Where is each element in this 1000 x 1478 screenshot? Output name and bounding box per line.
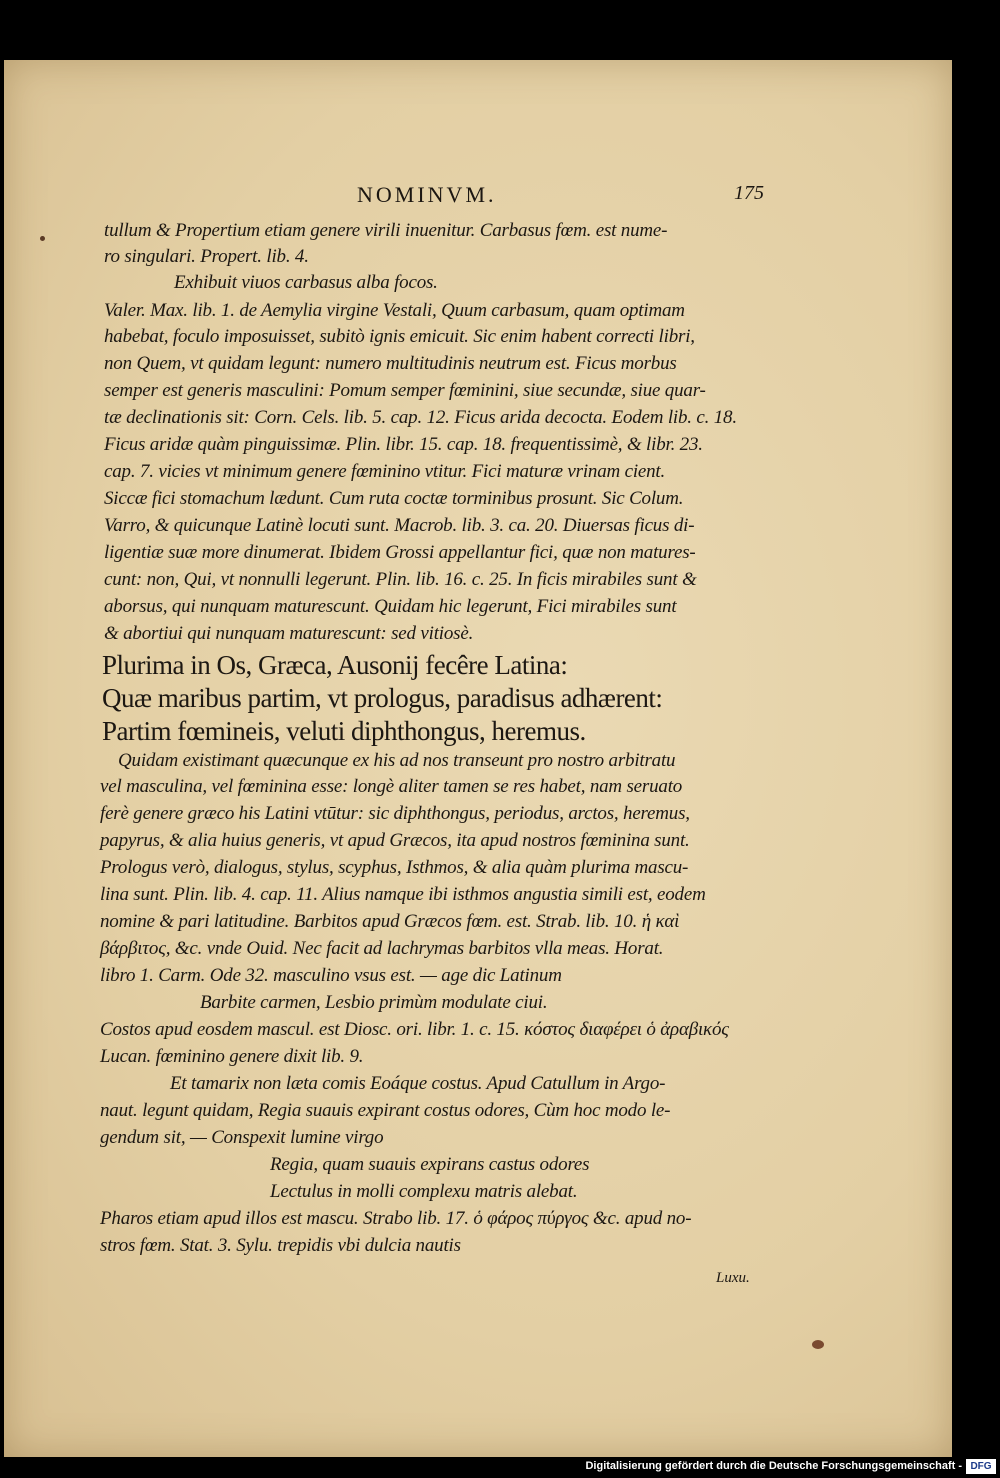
- footer-bar: [0, 1457, 1000, 1478]
- text-line: gendum sit, — Conspexit lumine virgo: [100, 1127, 384, 1148]
- text-line: naut. legunt quidam, Regia suauis expirant costus odores, Cùm hoc modo le-: [100, 1100, 671, 1121]
- text-line: habebat, foculo imposuisset, subitò ignis emicuit. Sic enim habent correcti libri,: [104, 326, 695, 347]
- text-line: semper est generis masculini: Pomum semper fœminini, siue secundæ, siue quar-: [104, 380, 706, 401]
- catchword: Luxu.: [716, 1270, 750, 1286]
- text-line: Costos apud eosdem mascul. est Diosc. ori. libr. 1. c. 15. κόστος διαφέρει ὁ ἀραβικός: [100, 1019, 729, 1040]
- ink-spot: [40, 236, 45, 241]
- text-line: tæ declinationis sit: Corn. Cels. lib. 5. cap. 12. Ficus arida decocta. Eodem lib. c. 18.: [104, 407, 737, 428]
- text-line: Quidam existimant quæcunque ex his ad nos transeunt pro nostro arbitratu: [118, 750, 676, 771]
- text-line: βάρβιτος, &c. vnde Ouid. Nec facit ad lachrymas barbitos vlla meas. Horat.: [100, 938, 664, 959]
- dfg-logo: DFG: [966, 1459, 996, 1474]
- text-line: Valer. Max. lib. 1. de Aemylia virgine Vestali, Quum carbasum, quam optimam: [104, 300, 685, 321]
- text-line: nomine & pari latitudine. Barbitos apud Græcos fœm. est. Strab. lib. 10. ἡ καὶ: [100, 911, 680, 932]
- text-line: cunt: non, Qui, vt nonnulli legerunt. Plin. lib. 16. c. 25. In ficis mirabiles sunt &: [104, 569, 697, 590]
- text-line: Varro, & quicunque Latinè locuti sunt. Macrob. lib. 3. ca. 20. Diuersas ficus di-: [104, 515, 695, 536]
- text-line: non Quem, vt quidam legunt: numero multitudinis neutrum est. Ficus morbus: [104, 353, 677, 374]
- text-line: ro singulari. Propert. lib. 4.: [104, 246, 309, 267]
- text-line: Ficus aridæ quàm pinguissimæ. Plin. libr. 15. cap. 18. frequentissimè, & libr. 23.: [104, 434, 703, 455]
- text-line: cap. 7. vicies vt minimum genere fœminino vtitur. Fici maturæ vrinam cient.: [104, 461, 666, 482]
- book-page: [4, 60, 952, 1457]
- text-line: Regia, quam suauis expirans castus odores: [270, 1154, 590, 1175]
- digitization-credit: Digitalisierung gefördert durch die Deutsche Forschungsgemeinschaft -: [585, 1460, 962, 1472]
- text-line: Prologus verò, dialogus, stylus, scyphus, Isthmos, & alia quàm plurima mascu-: [100, 857, 689, 878]
- text-line: Lectulus in molli complexu matris alebat.: [270, 1181, 578, 1202]
- text-line: tullum & Propertium etiam genere virili inuenitur. Carbasus fœm. est nume-: [104, 220, 668, 241]
- text-line: Exhibuit viuos carbasus alba focos.: [174, 272, 438, 293]
- text-line: ferè genere græco his Latini vtūtur: sic diphthongus, periodus, arctos, heremus,: [100, 803, 690, 824]
- text-line: stros fœm. Stat. 3. Sylu. trepidis vbi dulcia nautis: [100, 1235, 461, 1256]
- text-line: Siccæ fici stomachum lædunt. Cum ruta coctæ torminibus prosunt. Sic Colum.: [104, 488, 684, 509]
- text-line: Et tamarix non læta comis Eoáque costus. Apud Catullum in Argo-: [170, 1073, 666, 1094]
- stain-spot: [812, 1340, 824, 1349]
- text-line: papyrus, & alia huius generis, vt apud Græcos, ita apud nostros fœminina sunt.: [100, 830, 690, 851]
- page-number: 175: [734, 182, 764, 204]
- text-line: ligentiæ suæ more dinumerat. Ibidem Grossi appellantur fici, quæ non matures-: [104, 542, 696, 563]
- text-line: Barbite carmen, Lesbio primùm modulate ciui.: [200, 992, 548, 1013]
- text-line: vel masculina, vel fœminina esse: longè aliter tamen se res habet, nam seruato: [100, 776, 683, 797]
- text-line: libro 1. Carm. Ode 32. masculino vsus est. — age dic Latinum: [100, 965, 562, 986]
- verse-line: Quæ maribus partim, vt prologus, paradisus adhærent:: [102, 683, 663, 713]
- running-header: NOMINVM.: [357, 182, 497, 207]
- verse-line: Partim fœmineis, veluti diphthongus, heremus.: [102, 716, 586, 746]
- text-line: Lucan. fœminino genere dixit lib. 9.: [100, 1046, 364, 1067]
- text-line: lina sunt. Plin. lib. 4. cap. 11. Alius namque ibi isthmos angustia simili est, eodem: [100, 884, 706, 905]
- text-line: aborsus, qui nunquam maturescunt. Quidam hic legerunt, Fici mirabiles sunt: [104, 596, 677, 617]
- text-line: & abortiui qui nunquam maturescunt: sed vitiosè.: [104, 623, 474, 644]
- text-line: Pharos etiam apud illos est mascu. Strabo lib. 17. ὁ φάρος πύργος &c. apud no-: [100, 1208, 692, 1229]
- verse-line: Plurima in Os, Græca, Ausonij fecêre Latina:: [102, 650, 568, 680]
